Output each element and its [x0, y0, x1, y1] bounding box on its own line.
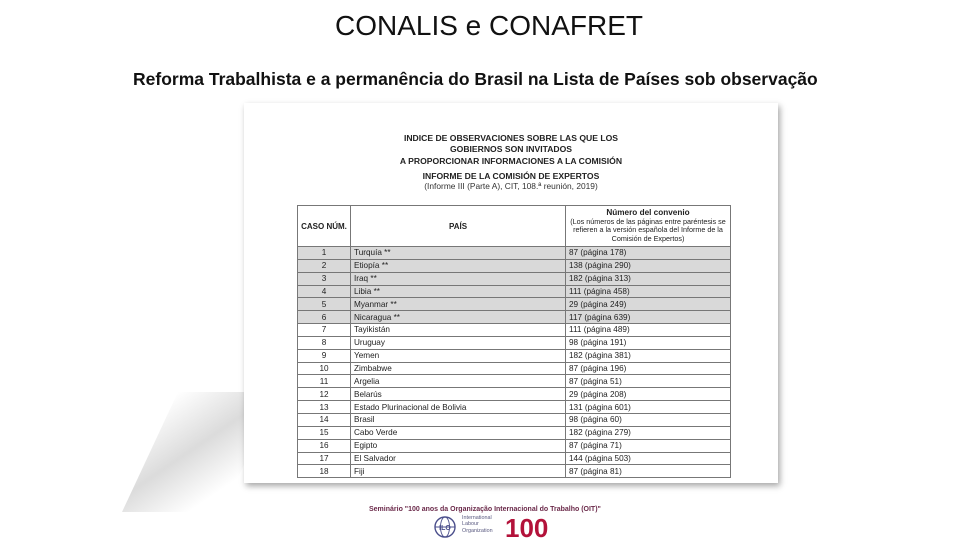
country-cell: Yemen	[351, 349, 566, 362]
convention-cell: 182 (página 279)	[566, 426, 731, 439]
table-row	[298, 349, 731, 362]
convention-cell: 182 (página 313)	[566, 272, 731, 285]
table-row	[298, 272, 731, 285]
slide-title: CONALIS e CONAFRET	[334, 10, 644, 41]
country-cell: Iraq **	[351, 272, 566, 285]
convention-cell: 131 (página 601)	[566, 401, 731, 414]
case-number-cell: 8	[298, 336, 351, 349]
convention-cell: 111 (página 489)	[566, 324, 731, 337]
case-number-cell: 11	[298, 375, 351, 388]
case-number-cell: 17	[298, 452, 351, 465]
table-row	[298, 465, 731, 478]
country-cell: Fiji	[351, 465, 566, 478]
table-body	[298, 247, 731, 478]
table-row	[298, 401, 731, 414]
table-row	[298, 324, 731, 337]
convention-cell: 29 (página 208)	[566, 388, 731, 401]
case-number-cell: 4	[298, 285, 351, 298]
document-image	[244, 103, 778, 483]
country-cell: Argelia	[351, 375, 566, 388]
ilo-wordmark	[462, 515, 493, 534]
country-cell: Zimbabwe	[351, 362, 566, 375]
table-row	[298, 311, 731, 324]
case-number-cell: 1	[298, 247, 351, 260]
country-cell: Uruguay	[351, 336, 566, 349]
country-cell: Nicaragua **	[351, 311, 566, 324]
case-number-cell: 10	[298, 362, 351, 375]
case-number-cell: 14	[298, 413, 351, 426]
case-number-cell: 3	[298, 272, 351, 285]
case-number-cell: 6	[298, 311, 351, 324]
convention-cell: 87 (página 81)	[566, 465, 731, 478]
table-row	[298, 336, 731, 349]
convention-cell: 182 (página 381)	[566, 349, 731, 362]
convention-cell: 98 (página 60)	[566, 413, 731, 426]
country-cell: Belarús	[351, 388, 566, 401]
case-number-cell: 18	[298, 465, 351, 478]
case-number-cell: 7	[298, 324, 351, 337]
convention-cell: 117 (página 639)	[566, 311, 731, 324]
slide-subtitle: Reforma Trabalhista e a permanência do Brasil na Lista de Países sob observação	[133, 69, 818, 89]
heading-line: A PROPORCIONAR INFORMACIONES A LA COMISIÓN	[399, 155, 623, 166]
country-cell: Libia **	[351, 285, 566, 298]
heading-line: GOBIERNOS SON INVITADOS	[449, 144, 573, 155]
case-number-cell: 16	[298, 439, 351, 452]
country-cell: Tayikistán	[351, 324, 566, 337]
ilo-globe-icon	[433, 516, 457, 538]
col-header-convenio-note: (Los números de las páginas entre paréntesis se refieren a la versión española del Informe de la Comisión de Expertos)	[570, 216, 726, 243]
cases-table	[297, 205, 731, 478]
convention-cell: 144 (página 503)	[566, 452, 731, 465]
convention-cell: 87 (página 51)	[566, 375, 731, 388]
convention-cell: 111 (página 458)	[566, 285, 731, 298]
table-row	[298, 413, 731, 426]
col-header-convenio-title: Número del convenio	[606, 208, 690, 217]
country-cell: Myanmar **	[351, 298, 566, 311]
table-row	[298, 388, 731, 401]
convention-cell: 98 (página 191)	[566, 336, 731, 349]
table-row	[298, 362, 731, 375]
col-header-caso: CASO NÚM.	[298, 206, 351, 247]
country-cell: Estado Plurinacional de Bolivia	[351, 401, 566, 414]
country-cell: El Salvador	[351, 452, 566, 465]
convention-cell: 87 (página 178)	[566, 247, 731, 260]
case-number-cell: 15	[298, 426, 351, 439]
report-reference: (Informe III (Parte A), CIT, 108.ª reunión, 2019)	[424, 181, 598, 191]
report-title: INFORME DE LA COMISIÓN DE EXPERTOS	[422, 171, 600, 181]
table-row	[298, 439, 731, 452]
table-row	[298, 452, 731, 465]
table-row	[298, 247, 731, 260]
col-header-convenio	[566, 206, 731, 247]
centenary-100-logo	[505, 514, 557, 540]
svg-text:ILO: ILO	[439, 525, 451, 532]
country-cell: Egipto	[351, 439, 566, 452]
convention-cell: 87 (página 196)	[566, 362, 731, 375]
ilo-text-line: International	[462, 515, 492, 521]
convention-cell: 87 (página 71)	[566, 439, 731, 452]
country-cell: Cabo Verde	[351, 426, 566, 439]
case-number-cell: 2	[298, 259, 351, 272]
table-row	[298, 259, 731, 272]
convention-cell: 29 (página 249)	[566, 298, 731, 311]
table-row	[298, 426, 731, 439]
table-row	[298, 375, 731, 388]
ilo-text-line: Organization	[462, 527, 493, 534]
case-number-cell: 5	[298, 298, 351, 311]
col-header-pais: PAÍS	[351, 206, 566, 247]
centenary-text: 100	[505, 514, 549, 540]
table-header-row	[298, 206, 731, 247]
case-number-cell: 9	[298, 349, 351, 362]
document-heading	[244, 133, 778, 167]
country-cell: Turquía **	[351, 247, 566, 260]
case-number-cell: 12	[298, 388, 351, 401]
seminar-footer: Seminário "100 anos da Organização Internacional do Trabalho (OIT)"	[369, 506, 601, 513]
ilo-text-line: Labour	[462, 521, 479, 528]
country-cell: Brasil	[351, 413, 566, 426]
case-number-cell: 13	[298, 401, 351, 414]
table-row	[298, 298, 731, 311]
heading-line: INDICE DE OBSERVACIONES SOBRE LAS QUE LOS	[403, 133, 619, 143]
convention-cell: 138 (página 290)	[566, 259, 731, 272]
country-cell: Etiopía **	[351, 259, 566, 272]
table-row	[298, 285, 731, 298]
